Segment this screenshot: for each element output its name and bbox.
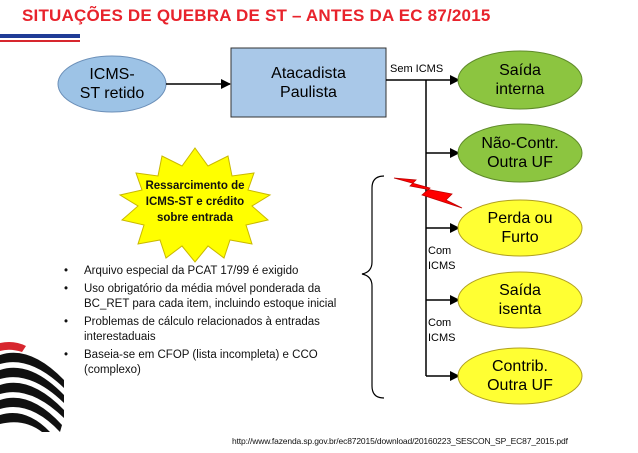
distributor-line-2: Paulista	[280, 83, 337, 101]
source-line-2: ST retido	[79, 85, 145, 102]
contrib-line-2: Outra UF	[487, 377, 553, 394]
exempt-node-label	[458, 272, 582, 328]
com-icms-2-line-1: Com	[428, 317, 452, 329]
distributor-node-label	[231, 48, 386, 117]
loss-line-1: Perda ou	[487, 210, 553, 227]
com-icms-2-line-2: ICMS	[428, 332, 456, 344]
burst-line-3: sobre entrada	[156, 212, 234, 224]
distributor-line-1: Atacadista	[271, 64, 346, 82]
requirements-list	[60, 264, 360, 381]
loss-node-label	[458, 200, 582, 256]
burst-line-2: ICMS-ST e crédito	[145, 196, 245, 208]
edge-label-sem-icms: Sem ICMS	[390, 63, 444, 75]
com-icms-1-line-2: ICMS	[428, 260, 456, 272]
state-logo-icon	[0, 342, 64, 432]
contrib-line-1: Contrib.	[491, 358, 548, 375]
lightning-bolt-icon	[394, 178, 462, 208]
out-internal-node-label	[458, 52, 582, 108]
non-contrib-line-2: Outra UF	[487, 154, 553, 171]
contrib-node-label	[458, 348, 582, 404]
list-item: • Problemas de cálculo relacionados à entradas interestaduais	[60, 315, 360, 345]
source-line-1: ICMS-	[89, 66, 135, 83]
burst-line-1: Ressarcimento de	[145, 180, 245, 192]
list-item: • Arquivo especial da PCAT 17/99 é exigido	[60, 264, 360, 279]
list-item: • Baseia-se em CFOP (lista incompleta) e CCO (complexo)	[60, 348, 360, 378]
exempt-line-2: isenta	[498, 301, 542, 318]
source-node-label	[58, 58, 166, 110]
footer-source-link[interactable]: http://www.fazenda.sp.gov.br/ec872015/download/20160223_SESCON_SP_EC87_2015.pdf	[232, 436, 568, 446]
curly-brace	[362, 176, 384, 398]
edge-label-com-icms-1	[428, 244, 456, 274]
page-title: SITUAÇÕES DE QUEBRA DE ST – ANTES DA EC 87/2015	[22, 6, 491, 25]
out-internal-line-1: Saída	[499, 62, 541, 79]
out-internal-line-2: interna	[495, 81, 545, 98]
loss-line-2: Furto	[501, 229, 539, 246]
starburst-text	[120, 178, 270, 226]
non-contrib-node-label	[458, 125, 582, 181]
non-contrib-line-1: Não-Contr.	[481, 135, 559, 152]
edge-label-com-icms-2	[428, 316, 456, 346]
list-item: • Uso obrigatório da média móvel ponderada da BC_RET para cada item, incluindo estoque inicial	[60, 282, 360, 312]
exempt-line-1: Saída	[499, 282, 541, 299]
com-icms-1-line-1: Com	[428, 245, 452, 257]
